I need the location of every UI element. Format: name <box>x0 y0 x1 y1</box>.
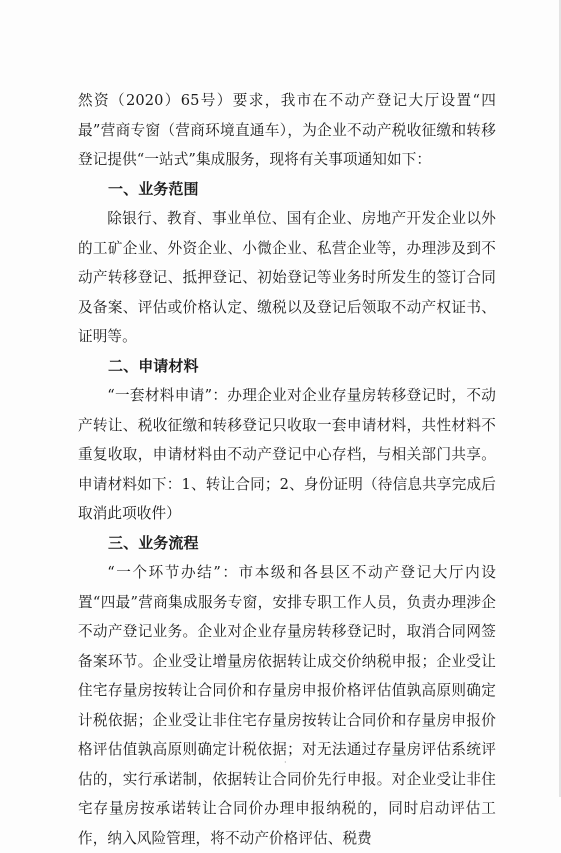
section-heading-process: 三、业务流程 <box>108 533 199 552</box>
document-body <box>78 86 496 853</box>
section-body-process: “一个环节办结”：市本级和各县区不动产登记大厅内设置“四最”营商集成服务专窗，安排专职工作人员，负责办理涉企不动产登记业务。企业对企业存量房转移登记时，取消合同网签备案环节。企业受让增量房依据转让成交价纳税申报；企业受让住宅存量房按转让合同价和存量房申报价格评估值孰高原则确定计税依据；企业受让非住宅存量房按转让合同价和存量房申报价格评估值孰高原则确定计税依据；对无法通过存量房评估系统评估的，实行承诺制，依据转让合同价先行申报。对企业受让非住宅存量房按承诺转让合同价办理申报纳税的，同时启动评估工作，纳入风险管理，将不动产价格评估、税费 <box>78 564 496 847</box>
section-body-scope: 除银行、教育、事业单位、国有企业、房地产开发企业以外的工矿企业、外资企业、小微企业、私营企业等，办理涉及到不动产转移登记、抵押登记、初始登记等业务时所发生的签订合同及备案、评估或价格认定、缴税以及登记后领取不动产权证书、证明等。 <box>78 210 496 345</box>
section-heading-scope: 一、业务范围 <box>108 179 199 198</box>
section-body-materials: “一套材料申请”：办理企业对企业存量房转移登记时，不动产转让、税收征缴和转移登记只收取一套申请材料，共性材料不重复收取，申请材料由不动产登记中心存档，与相关部门共享。申请材料如下：1、转让合同；2、身份证明（待信息共享完成后取消此项收件） <box>78 387 496 522</box>
intro-paragraph: 然资（2020）65号）要求，我市在不动产登记大厅设置“四最”营商专窗（营商环境直通车），为企业不动产税收征缴和转移登记提供“一站式”集成服务，现将有关事项通知如下： <box>78 92 496 168</box>
page-mark: · <box>284 758 287 767</box>
section-heading-materials: 二、申请材料 <box>108 356 199 375</box>
